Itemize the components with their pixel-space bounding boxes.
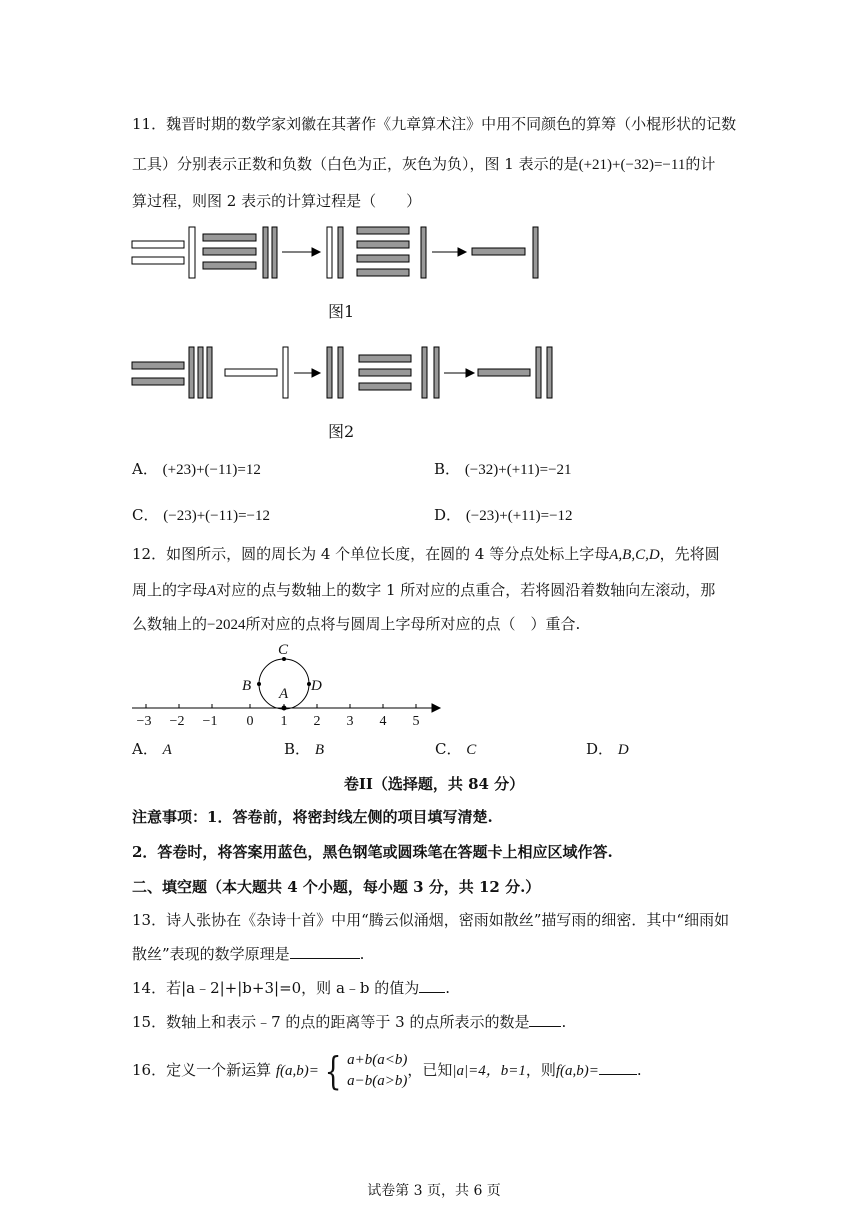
tick-label: 2 <box>313 714 321 729</box>
q13-line2 <box>132 944 364 964</box>
option-expr: (+23)+(−11)=12 <box>162 462 261 478</box>
option-letter: D． <box>586 740 614 758</box>
option-expr: (−23)+(+11)=−12 <box>465 508 573 524</box>
label-c: C <box>278 642 289 658</box>
point-b <box>257 682 261 686</box>
tick-label: −3 <box>136 714 152 729</box>
q16-line <box>132 1049 642 1092</box>
answer-blank[interactable] <box>529 1012 561 1027</box>
q16-func-2: f(a,b)= <box>555 1063 599 1079</box>
q13-line2-tail: . <box>359 945 365 963</box>
q12-line2-text: 周上的字母 <box>132 581 208 599</box>
part-title: 二、填空题（本大题共 4 个小题，每小题 3 分，共 12 分.） <box>132 878 541 896</box>
label-a: A <box>279 686 289 702</box>
option-letter: B． <box>284 740 311 758</box>
q12-line3-text: 么数轴上的 <box>132 615 208 633</box>
q16-abs-a: |a|=4 <box>452 1063 486 1079</box>
figure-2-caption: 图2 <box>328 422 355 441</box>
option-value: C <box>466 742 477 758</box>
q15-tail: . <box>561 1013 567 1031</box>
q15-text: 15．数轴上和表示﹣7 的点的距离等于 3 的点所表示的数是 <box>132 1013 530 1031</box>
q16-b-eq: ，b=1 <box>485 1063 526 1079</box>
point-a <box>282 706 287 711</box>
option-expr: (−23)+(−11)=−12 <box>163 508 270 524</box>
notice-line-2: 2．答卷时，将答案用蓝色，黑色钢笔或圆珠笔在答题卡上相应区域作答. <box>132 843 613 861</box>
option-letter: A． <box>132 460 158 478</box>
q14-line <box>132 978 450 998</box>
option-letter: C． <box>132 506 159 524</box>
q12-line2-tail: 对应的点与数轴上的数字 1 所对应的点重合，若将圆沿着数轴向左滚动，那 <box>216 581 716 599</box>
q12-var-a: A <box>207 583 217 599</box>
option-letter: B． <box>434 460 461 478</box>
q12-number: −2024 <box>207 617 246 633</box>
q16-end: . <box>636 1061 642 1079</box>
notice-line-1: 注意事项：1．答卷前，将密封线左侧的项目填写清楚. <box>132 808 493 826</box>
q13-line1: 13．诗人张协在《杂诗十首》中用“腾云似涌烟，密雨如散丝”描写雨的细密．其中“细雨如 <box>132 911 730 929</box>
option-value: D <box>617 742 629 758</box>
q11-line3: 算过程，则图 2 表示的计算过程是（ ） <box>132 192 422 210</box>
q14-tail: . <box>445 979 451 997</box>
tick-label: 1 <box>280 714 288 729</box>
answer-blank[interactable] <box>599 1060 637 1075</box>
q12-option-a <box>132 739 172 760</box>
tick-label: 3 <box>346 714 354 729</box>
q11-line1: 11．魏晋时期的数学家刘徽在其著作《九章算术注》中用不同颜色的算筹（小棍形状的记数 <box>132 115 737 133</box>
tick-label: 0 <box>246 714 254 729</box>
q12-option-d <box>586 739 629 760</box>
q16-cases <box>347 1050 407 1092</box>
label-d: D <box>311 678 322 694</box>
tick-label: −1 <box>202 714 218 729</box>
page-footer: 试卷第 3 页，共 6 页 <box>367 1183 501 1199</box>
tick-label: 5 <box>412 714 420 729</box>
tick-label: −2 <box>169 714 185 729</box>
option-expr: (−32)+(+11)=−21 <box>464 462 572 478</box>
q11-line2-math: (+21)+(−32)=−11 <box>578 157 686 173</box>
figure-1-caption: 图1 <box>328 302 355 321</box>
q12-option-b <box>284 739 324 760</box>
q16-mid: ，已知 <box>407 1061 453 1079</box>
brace-icon: { <box>324 1049 342 1093</box>
option-value: B <box>314 742 324 758</box>
option-letter: D． <box>434 506 462 524</box>
axis-arrow <box>432 704 440 712</box>
q12-letters: A,B,C,D <box>609 547 660 563</box>
q16-text: 16．定义一个新运算 <box>132 1061 272 1079</box>
q16-then: ，则 <box>525 1061 556 1079</box>
q12-option-c <box>435 739 476 760</box>
q11-line2-tail: 的计 <box>685 155 716 173</box>
q15-line <box>132 1012 566 1032</box>
option-value: A <box>162 742 172 758</box>
q12-line3-tail: 所对应的点将与圆周上字母所对应的点（ ）重合. <box>245 615 581 633</box>
option-letter: A． <box>132 740 158 758</box>
q12-line1-text: 12．如图所示，圆的周长为 4 个单位长度，在圆的 4 等分点处标上字母 <box>132 545 610 563</box>
answer-blank[interactable] <box>419 978 445 993</box>
q16-func: f(a,b)= <box>275 1063 319 1079</box>
answer-blank[interactable] <box>290 944 360 959</box>
option-letter: C． <box>435 740 462 758</box>
q14-text: 14．若|a﹣2|+|b+3|=0，则 a﹣b 的值为 <box>132 979 420 997</box>
q12-line1-tail: ，先将圆 <box>659 545 720 563</box>
q11-line2-text: 工具）分别表示正数和负数（白色为正，灰色为负），图 1 表示的是 <box>132 155 579 173</box>
q16-case-1: a+b(a<b) <box>347 1052 408 1068</box>
q16-case-2: a−b(a>b) <box>347 1073 408 1089</box>
section-title: 卷II（选择题，共 84 分） <box>343 775 525 793</box>
label-b: B <box>242 678 252 694</box>
tick-label: 4 <box>379 714 387 729</box>
q13-line2-text: 散丝”表现的数学原理是 <box>132 945 290 963</box>
